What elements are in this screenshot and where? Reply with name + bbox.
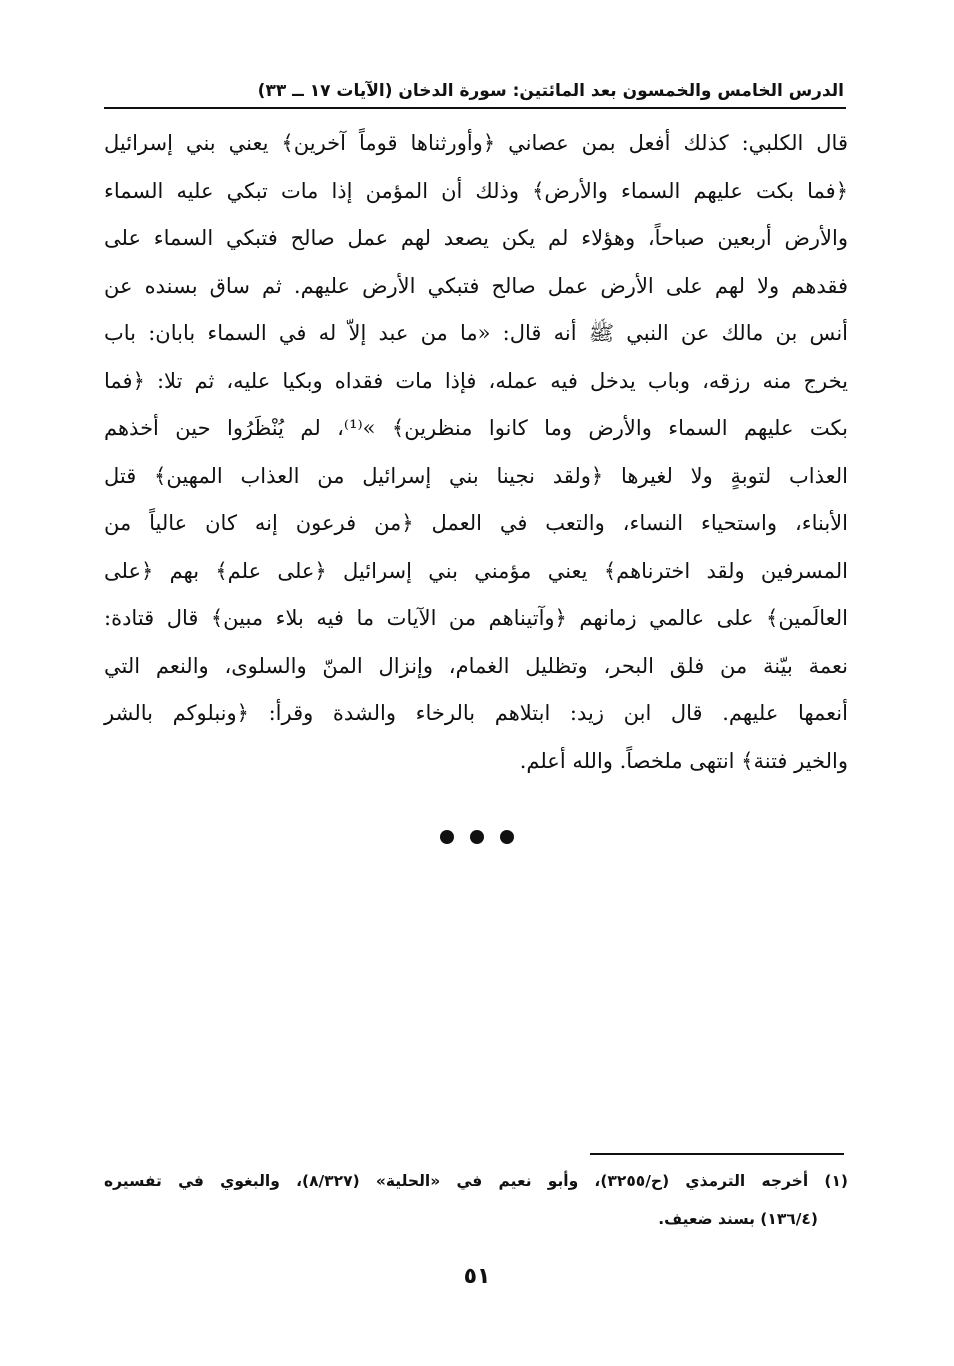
text-line: فقدهم ولا لهم على الأرض عمل صالح فتبكي الأرض عليهم. ثم ساق بسنده عن xyxy=(104,273,848,298)
footnote-rule xyxy=(590,1153,844,1155)
text-line: أنعمها عليهم. قال ابن زيد: ابتلاهم بالرخاء والشدة وقرأ: ﴿ونبلوكم بالشر xyxy=(104,701,848,725)
separator-dot xyxy=(440,830,454,844)
text-line: بكت عليهم السماء والأرض وما كانوا منظرين﴾ »⁽¹⁾، لم يُنْظَرُوا حين أخذهم xyxy=(104,416,848,440)
header-rule xyxy=(104,107,846,109)
footnote-line: (١) أخرجه الترمذي (ح/٣٢٥٥)، وأبو نعيم في «الحلية» (٨/٣٢٧)، والبغوي في تفسيره xyxy=(104,1172,848,1190)
main-text xyxy=(104,120,848,785)
section-separator xyxy=(440,828,514,846)
footnotes xyxy=(104,1162,848,1238)
text-line: أنس بن مالك عن النبي ﷺ أنه قال: «ما من عبد إلاّ له في السماء بابان: باب xyxy=(104,321,848,345)
separator-dot xyxy=(500,830,514,844)
footnote-line: (١٣٦/٤) بسند ضعيف. xyxy=(658,1210,818,1228)
text-line: والخير فتنة﴾ انتهى ملخصاً. والله أعلم. xyxy=(519,748,848,773)
text-line: والأرض أربعين صباحاً، وهؤلاء لم يكن يصعد لهم عمل صالح فتبكي السماء على xyxy=(104,226,848,250)
text-line: الأبناء، واستحياء النساء، والتعب في العمل ﴿من فرعون إنه كان عالياً من xyxy=(104,511,848,535)
text-line: قال الكلبي: كذلك أفعل بمن عصاني ﴿وأورثناها قوماً آخرين﴾ يعني بني إسرائيل xyxy=(104,131,848,155)
text-line: المسرفين ولقد اخترناهم﴾ يعني مؤمني بني إسرائيل ﴿على علم﴾ بهم ﴿على xyxy=(104,558,848,583)
text-line: العذاب لتوبةٍ ولا لغيرها ﴿ولقد نجينا بني إسرائيل من العذاب المهين﴾ قتل xyxy=(104,463,848,488)
text-line: ﴿فما بكت عليهم السماء والأرض﴾ وذلك أن المؤمن إذا مات تبكي عليه السماء xyxy=(104,178,848,203)
text-line: العالَمين﴾ على عالمي زمانهم ﴿وآتيناهم من الآيات ما فيه بلاء مبين﴾ قال قتادة: xyxy=(104,606,848,630)
page-number: ٥١ xyxy=(463,1264,491,1289)
text-line: يخرج منه رزقه، وباب يدخل فيه عمله، فإذا مات فقداه وبكيا عليه، ثم تلا: ﴿فما xyxy=(104,368,848,393)
separator-dot xyxy=(470,830,484,844)
text-line: نعمة بيّنة من فلق البحر، وتظليل الغمام، وإنزال المنّ والسلوى، والنعم التي xyxy=(104,653,848,678)
running-header: الدرس الخامس والخمسون بعد المائتين: سورة الدخان (الآيات ١٧ ــ ٣٣) xyxy=(257,81,844,101)
